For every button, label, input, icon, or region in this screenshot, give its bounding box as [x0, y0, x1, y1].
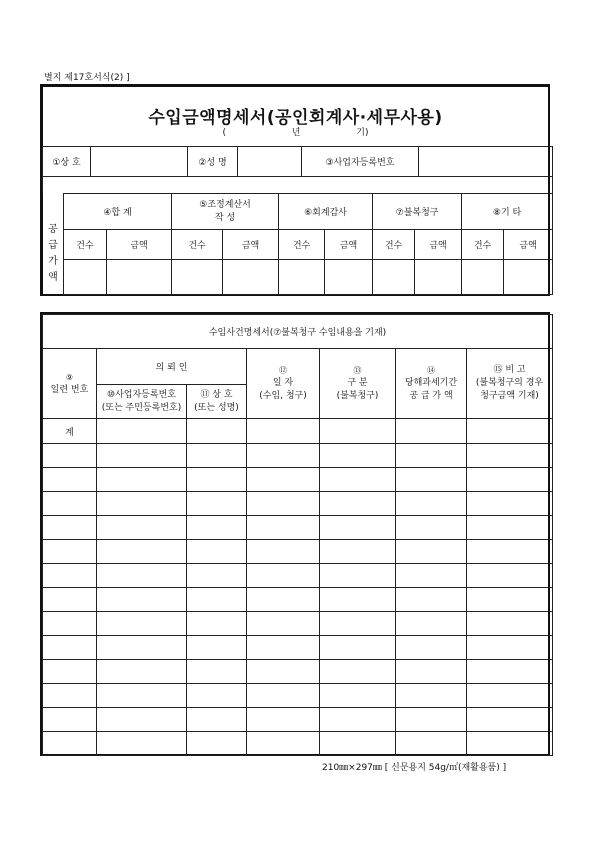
- input-cell[interactable]: [247, 636, 320, 660]
- supply-amount-table: [63, 193, 553, 295]
- input-cell[interactable]: [43, 492, 97, 516]
- case-detail-table: [42, 314, 553, 756]
- input-cell[interactable]: [467, 540, 553, 564]
- input-cell[interactable]: [187, 468, 247, 492]
- input-cell[interactable]: [107, 260, 172, 295]
- remark-label: ⑮ 비 고: [493, 365, 526, 375]
- type-sublabel: (불복청구): [336, 391, 379, 401]
- input-cell[interactable]: [43, 444, 97, 468]
- supply-amount-section: [40, 84, 550, 296]
- vert-char: 급: [48, 240, 58, 251]
- cat-audit-label: ⑥회계감사: [279, 194, 373, 230]
- cat-adjustment-line2: 작 성: [214, 212, 236, 223]
- input-cell[interactable]: [97, 612, 187, 636]
- vert-char: 가: [48, 256, 58, 267]
- input-cell[interactable]: [43, 612, 97, 636]
- input-cell[interactable]: [320, 516, 396, 540]
- remark-sublabel2: 청구금액 기재): [480, 391, 539, 401]
- vert-char: 액: [48, 272, 58, 283]
- input-cell[interactable]: [43, 516, 97, 540]
- input-cell[interactable]: [97, 636, 187, 660]
- input-cell[interactable]: [43, 684, 97, 708]
- serial-header: [43, 349, 97, 419]
- table-row: [43, 540, 553, 564]
- amount-header: 금액: [415, 230, 462, 260]
- input-cell[interactable]: [320, 564, 396, 588]
- table-row: [43, 444, 553, 468]
- input-cell[interactable]: [187, 588, 247, 612]
- fiscal-year-line: [43, 125, 548, 138]
- input-cell[interactable]: [396, 444, 467, 468]
- input-cell[interactable]: [43, 468, 97, 492]
- table-row: [43, 612, 553, 636]
- input-cell[interactable]: [187, 492, 247, 516]
- case-rows: [43, 444, 553, 756]
- input-cell[interactable]: [373, 260, 415, 295]
- input-cell[interactable]: [320, 636, 396, 660]
- input-cell[interactable]: [187, 612, 247, 636]
- input-cell[interactable]: [247, 492, 320, 516]
- table-row: [43, 588, 553, 612]
- input-cell[interactable]: [97, 468, 187, 492]
- input-cell[interactable]: [187, 732, 247, 756]
- input-cell[interactable]: [247, 588, 320, 612]
- input-cell[interactable]: [467, 444, 553, 468]
- client-header: 의 뢰 인: [97, 349, 247, 385]
- date-num: ⑫: [279, 366, 287, 375]
- input-cell[interactable]: [97, 588, 187, 612]
- client-regno-header: [97, 385, 187, 419]
- input-cell[interactable]: [97, 708, 187, 732]
- table-row: [43, 564, 553, 588]
- input-cell[interactable]: [396, 708, 467, 732]
- input-cell[interactable]: [247, 732, 320, 756]
- table-row: [43, 684, 553, 708]
- biz-reg-no-field[interactable]: [419, 147, 553, 177]
- input-cell[interactable]: [320, 419, 396, 444]
- header-fields-table: [42, 146, 553, 193]
- input-cell[interactable]: [247, 419, 320, 444]
- input-cell[interactable]: [467, 732, 553, 756]
- table-row: [43, 636, 553, 660]
- client-name-header: [187, 385, 247, 419]
- client-name-label: ⑪ 상 호: [200, 389, 233, 400]
- input-cell[interactable]: [396, 492, 467, 516]
- input-cell[interactable]: [396, 684, 467, 708]
- cat-total-label: ④합 계: [64, 194, 172, 230]
- input-cell[interactable]: [223, 260, 279, 295]
- input-cell[interactable]: [247, 684, 320, 708]
- input-cell[interactable]: [320, 540, 396, 564]
- client-name-sublabel: (또는 성명): [194, 402, 239, 413]
- input-cell[interactable]: [247, 516, 320, 540]
- input-cell[interactable]: [320, 612, 396, 636]
- form-number-label: 별지 제17호서식(2) ]: [44, 73, 130, 83]
- paper-spec-footer: 210㎜×297㎜ [ 신문용지 54g/㎡(재활용품) ]: [322, 763, 507, 773]
- input-cell[interactable]: [504, 260, 553, 295]
- input-cell[interactable]: [247, 660, 320, 684]
- table-row: [43, 468, 553, 492]
- amount-header: 금액: [325, 230, 373, 260]
- cat-adjustment-line1: ⑤조정계산서: [199, 199, 251, 210]
- supply-amount-vertical-label: [45, 222, 61, 286]
- input-cell[interactable]: [97, 564, 187, 588]
- input-cell[interactable]: [467, 636, 553, 660]
- input-cell[interactable]: [187, 540, 247, 564]
- trade-name-field[interactable]: [91, 147, 188, 177]
- input-cell[interactable]: [396, 516, 467, 540]
- remark-header: [467, 349, 553, 419]
- input-cell[interactable]: [187, 636, 247, 660]
- table-row: [43, 516, 553, 540]
- input-cell[interactable]: [187, 419, 247, 444]
- input-cell[interactable]: [172, 260, 223, 295]
- input-cell[interactable]: [396, 564, 467, 588]
- input-cell[interactable]: [97, 732, 187, 756]
- input-cell[interactable]: [43, 708, 97, 732]
- input-cell[interactable]: [467, 564, 553, 588]
- case-detail-title: 수임사건명세서(⑦불복청구 수임내용을 기재): [43, 315, 553, 349]
- input-cell[interactable]: [279, 260, 325, 295]
- biz-reg-no-label: ③사업자등록번호: [302, 147, 419, 177]
- supply-label: 당해과세기간: [404, 378, 458, 388]
- input-cell[interactable]: [97, 444, 187, 468]
- input-cell[interactable]: [97, 492, 187, 516]
- table-row: [43, 732, 553, 756]
- input-cell[interactable]: [97, 540, 187, 564]
- input-cell[interactable]: [415, 260, 462, 295]
- cat-appeal-label: ⑦불복청구: [373, 194, 462, 230]
- remark-sublabel1: (불복청구의 경우: [475, 378, 544, 388]
- count-header: 건수: [172, 230, 223, 260]
- trade-name-label: ①상 호: [43, 147, 91, 177]
- input-cell[interactable]: [247, 444, 320, 468]
- table-row: [43, 492, 553, 516]
- input-cell[interactable]: [396, 636, 467, 660]
- cat-other-label: ⑧기 타: [462, 194, 553, 230]
- input-cell[interactable]: [467, 660, 553, 684]
- spacer-row: [43, 177, 553, 193]
- input-cell[interactable]: [43, 564, 97, 588]
- supply-sublabel: 공 급 가 액: [409, 391, 453, 401]
- name-field[interactable]: [238, 147, 302, 177]
- input-cell[interactable]: [396, 588, 467, 612]
- input-cell[interactable]: [64, 260, 107, 295]
- year-open: (: [222, 128, 227, 138]
- serial-num: ⑨: [65, 372, 74, 382]
- count-header: 건수: [64, 230, 107, 260]
- input-cell[interactable]: [396, 468, 467, 492]
- amount-header: 금액: [107, 230, 172, 260]
- input-cell[interactable]: [320, 684, 396, 708]
- table-row: [43, 708, 553, 732]
- input-cell[interactable]: [187, 660, 247, 684]
- input-cell[interactable]: [247, 564, 320, 588]
- count-header: 건수: [373, 230, 415, 260]
- input-cell[interactable]: [396, 612, 467, 636]
- input-cell[interactable]: [43, 660, 97, 684]
- input-cell[interactable]: [97, 684, 187, 708]
- date-sublabel: (수임, 청구): [259, 391, 307, 401]
- input-cell[interactable]: [247, 612, 320, 636]
- input-cell[interactable]: [467, 516, 553, 540]
- type-label: 구 분: [347, 378, 368, 388]
- input-cell[interactable]: [396, 660, 467, 684]
- input-cell[interactable]: [97, 419, 187, 444]
- serial-label: 일련 번호: [50, 384, 89, 395]
- input-cell[interactable]: [467, 492, 553, 516]
- input-cell[interactable]: [467, 419, 553, 444]
- count-header: 건수: [462, 230, 504, 260]
- input-cell[interactable]: [187, 516, 247, 540]
- input-cell[interactable]: [467, 612, 553, 636]
- amount-header: 금액: [504, 230, 553, 260]
- input-cell[interactable]: [187, 684, 247, 708]
- input-cell[interactable]: [320, 492, 396, 516]
- input-cell[interactable]: [320, 660, 396, 684]
- input-cell[interactable]: [43, 636, 97, 660]
- count-header: 건수: [279, 230, 325, 260]
- cat-adjustment-label: [172, 194, 279, 230]
- input-cell[interactable]: [43, 732, 97, 756]
- input-cell[interactable]: [247, 540, 320, 564]
- regno-sublabel: (또는 주민등록번호): [101, 402, 182, 413]
- input-cell[interactable]: [320, 444, 396, 468]
- amount-header: 금액: [223, 230, 279, 260]
- document-title: 수입금액명세서(공인회계사·세무사용): [148, 108, 443, 128]
- input-cell[interactable]: [467, 684, 553, 708]
- supply-value-header: [396, 349, 467, 419]
- input-cell[interactable]: [247, 708, 320, 732]
- input-cell[interactable]: [462, 260, 504, 295]
- input-cell[interactable]: [97, 516, 187, 540]
- vert-char: 공: [48, 224, 58, 235]
- supply-num: ⑭: [427, 366, 435, 375]
- date-header: [247, 349, 320, 419]
- name-label: ②성 명: [188, 147, 238, 177]
- input-cell[interactable]: [396, 732, 467, 756]
- input-cell[interactable]: [187, 708, 247, 732]
- type-header: [320, 349, 396, 419]
- input-cell[interactable]: [467, 468, 553, 492]
- input-cell[interactable]: [320, 468, 396, 492]
- total-row-label: 계: [43, 419, 97, 444]
- input-cell[interactable]: [325, 260, 373, 295]
- input-cell[interactable]: [320, 588, 396, 612]
- input-cell[interactable]: [187, 444, 247, 468]
- table-row: [43, 660, 553, 684]
- year-label: 년: [291, 128, 301, 138]
- type-num: ⑬: [353, 366, 362, 375]
- input-cell[interactable]: [187, 564, 247, 588]
- year-close: 기): [356, 128, 369, 138]
- case-detail-section: [40, 312, 550, 756]
- date-label: 일 자: [272, 378, 294, 388]
- input-cell[interactable]: [97, 660, 187, 684]
- input-cell[interactable]: [43, 540, 97, 564]
- input-cell[interactable]: [320, 708, 396, 732]
- input-cell[interactable]: [396, 540, 467, 564]
- input-cell[interactable]: [396, 419, 467, 444]
- regno-label: ⑩사업자등록번호: [107, 389, 176, 400]
- input-cell[interactable]: [247, 468, 320, 492]
- input-cell[interactable]: [467, 588, 553, 612]
- input-cell[interactable]: [320, 732, 396, 756]
- input-cell[interactable]: [43, 588, 97, 612]
- input-cell[interactable]: [467, 708, 553, 732]
